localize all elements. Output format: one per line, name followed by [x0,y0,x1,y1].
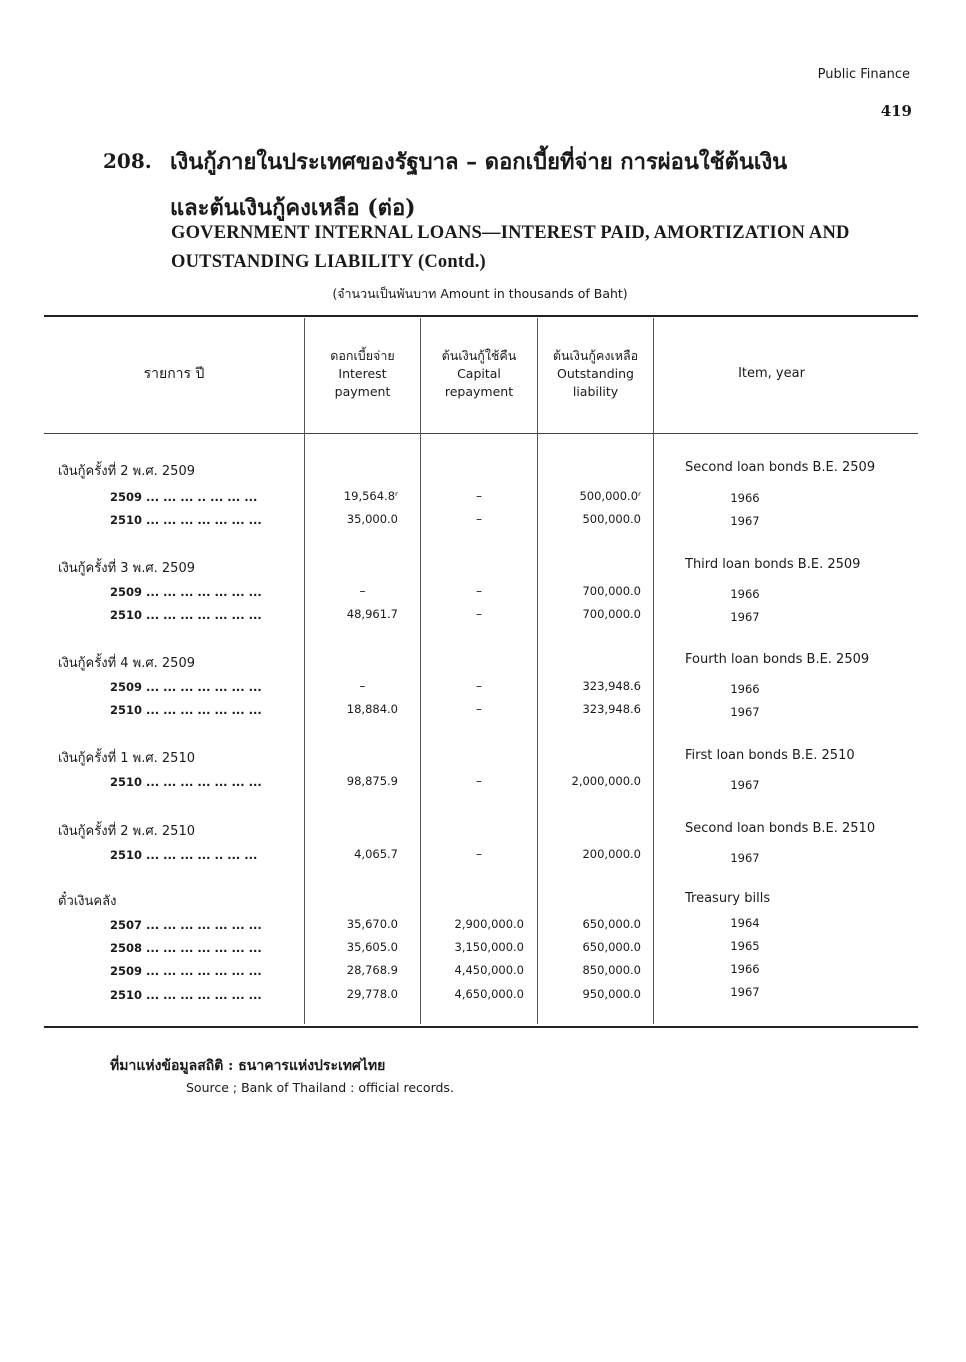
cell-outstanding: 700,000.0 [582,607,641,621]
cell-interest: – [359,584,366,598]
row-year-english: 1966 [730,962,760,976]
cell-outstanding: 200,000.0 [582,847,641,861]
section-title-english: Fourth loan bonds B.E. 2509 [685,652,870,667]
cell-capital: 4,450,000.0 [454,963,524,977]
table-top-rule [44,315,918,317]
row-year-english: 1966 [730,491,760,505]
cell-capital: 3,150,000.0 [454,940,524,954]
cell-interest: 18,884.0 [346,702,398,716]
cell-interest: 28,768.9 [346,963,398,977]
row-year-thai: 2509 ... ... ... ... ... ... ... [110,585,262,599]
running-head: Public Finance [817,67,910,82]
row-year-thai: 2510 ... ... ... ... .. ... ... [110,848,258,862]
source-thai: ที่มาแห่งข้อมูลสถิติ : ธนาคารแห่งประเทศไทย [110,1058,386,1074]
cell-outstanding: 850,000.0 [582,963,641,977]
cell-capital: – [476,489,482,503]
cell-interest: 35,605.0 [346,940,398,954]
cell-capital: – [476,607,482,621]
section-title-english: First loan bonds B.E. 2510 [685,748,855,763]
section-title-thai: ตั๋วเงินคลัง [58,894,117,909]
cell-outstanding: 650,000.0 [582,917,641,931]
cell-interest: 98,875.9 [346,774,398,788]
header-capital-en-1: Capital [457,366,501,381]
row-year-thai: 2510 ... ... ... ... ... ... ... [110,513,262,527]
section-title-english: Second loan bonds B.E. 2509 [685,460,876,475]
table-bottom-rule [44,1026,918,1028]
header-item-thai: รายการ ปี [143,366,205,382]
cell-interest: 35,670.0 [346,917,398,931]
cell-interest: 48,961.7 [346,607,398,621]
header-outstanding-en-2: liability [572,384,619,399]
title-thai-line-1: เงินกู้ภายในประเทศของรัฐบาล – ดอกเบี้ยที่จ่าย การผ่อนใช้ต้นเงิน [170,149,788,175]
title-english-line-1: GOVERNMENT INTERNAL LOANS—INTEREST PAID, AMORTIZATION AND [171,223,850,243]
header-interest-en-2: payment [334,384,391,399]
row-year-english: 1967 [730,985,760,999]
section-title-thai: เงินกู้ครั้งที่ 3 พ.ศ. 2509 [58,561,195,576]
row-year-thai: 2510 ... ... ... ... ... ... ... [110,703,262,717]
header-capital [421,347,537,401]
cell-capital: – [476,702,482,716]
row-year-english: 1966 [730,682,760,696]
cell-outstanding: 700,000.0 [582,584,641,598]
row-year-thai: 2510 ... ... ... ... ... ... ... [110,608,262,622]
cell-outstanding: 323,948.6 [582,679,641,693]
header-outstanding-en-1: Outstanding [557,366,634,381]
header-interest-en-1: Interest [338,366,387,381]
cell-interest: 35,000.0 [346,512,398,526]
cell-interest: 29,778.0 [346,987,398,1001]
column-divider [653,318,654,1024]
row-year-thai: 2510 ... ... ... ... ... ... ... [110,775,262,789]
table-number: 208. [103,149,152,173]
header-outstanding-thai: ต้นเงินกู้คงเหลือ [552,348,639,363]
header-interest [305,347,420,401]
unit-note: (จำนวนเป็นพันบาท Amount in thousands of Baht) [332,286,628,301]
row-year-thai: 2508 ... ... ... ... ... ... ... [110,941,262,955]
row-year-thai: 2509 ... ... ... ... ... ... ... [110,964,262,978]
title-thai-line-2: และต้นเงินกู้คงเหลือ (ต่อ) [170,195,416,221]
header-capital-thai: ต้นเงินกู้ใช้คืน [441,348,517,363]
row-year-english: 1966 [730,587,760,601]
cell-capital: – [476,847,482,861]
row-year-english: 1964 [730,916,760,930]
row-year-english: 1967 [730,851,760,865]
header-capital-en-2: repayment [444,384,514,399]
cell-capital: – [476,512,482,526]
row-year-thai: 2507 ... ... ... ... ... ... ... [110,918,262,932]
section-title-english: Third loan bonds B.E. 2509 [685,557,861,572]
section-title-thai: เงินกู้ครั้งที่ 1 พ.ศ. 2510 [58,751,195,766]
cell-interest: 19,564.8ʳ [343,489,398,503]
row-year-english: 1967 [730,514,760,528]
header-interest-thai: ดอกเบี้ยจ่าย [330,348,395,363]
section-title-thai: เงินกู้ครั้งที่ 4 พ.ศ. 2509 [58,656,195,671]
row-year-thai: 2510 ... ... ... ... ... ... ... [110,988,262,1002]
cell-outstanding: 650,000.0 [582,940,641,954]
cell-outstanding: 323,948.6 [582,702,641,716]
cell-outstanding: 500,000.0ʳ [579,489,641,503]
header-outstanding [538,347,653,401]
cell-capital: – [476,584,482,598]
cell-interest: 4,065.7 [354,847,398,861]
row-year-english: 1967 [730,778,760,792]
cell-capital: – [476,774,482,788]
row-year-english: 1965 [730,939,760,953]
row-year-thai: 2509 ... ... ... ... ... ... ... [110,680,262,694]
section-title-thai: เงินกู้ครั้งที่ 2 พ.ศ. 2509 [58,464,195,479]
title-english-line-2: OUTSTANDING LIABILITY (Contd.) [171,252,486,272]
cell-capital: – [476,679,482,693]
section-title-english: Second loan bonds B.E. 2510 [685,821,876,836]
header-item-english: Item, year [738,366,805,381]
page-number: 419 [880,102,912,120]
cell-outstanding: 500,000.0 [582,512,641,526]
cell-capital: 4,650,000.0 [454,987,524,1001]
section-title-english: Treasury bills [685,891,771,906]
section-title-thai: เงินกู้ครั้งที่ 2 พ.ศ. 2510 [58,824,195,839]
cell-interest: – [359,679,366,693]
source-english: Source ; Bank of Thailand : official records. [186,1080,454,1095]
row-year-english: 1967 [730,610,760,624]
cell-outstanding: 950,000.0 [582,987,641,1001]
row-year-thai: 2509 ... ... ... .. ... ... ... [110,490,258,504]
table-header-rule [44,433,918,434]
cell-outstanding: 2,000,000.0 [571,774,641,788]
cell-capital: 2,900,000.0 [454,917,524,931]
row-year-english: 1967 [730,705,760,719]
